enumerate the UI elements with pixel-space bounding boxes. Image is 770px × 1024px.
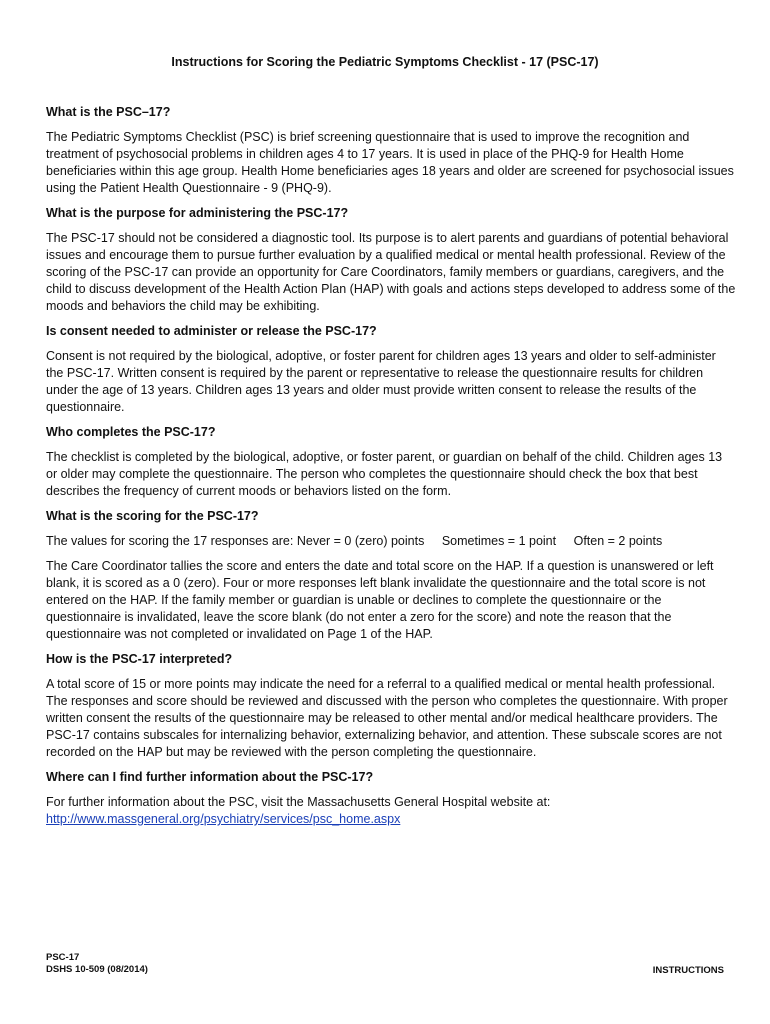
question-scoring: What is the scoring for the PSC-17? [46,509,259,523]
scoring-often: Often = 2 points [573,534,663,548]
answer-who-completes: The checklist is completed by the biological, adoptive, or foster parent, or guardian on behalf of the child. Children ages 13 or older may complete the questionnaire. The person who completes the questionnaire should check the box that best describes the frequency of current moods or behaviors listed on the form. [46,450,723,498]
further-info-block [46,794,736,828]
document-content [46,104,736,836]
document-title: Instructions for Scoring the Pediatric Symptoms Checklist - 17 (PSC-17) [171,55,599,69]
answer-consent: Consent is not required by the biological, adoptive, or foster parent for children ages 13 years and older to self-administer the PSC-17. Written consent is required by the parent or representative to release the questionnaire results for children under the age of 13 years. Children ages 13 years and older must provide written consent to release the results of the questionnaire. [46,349,716,414]
question-what-is: What is the PSC–17? [46,105,171,119]
footer-form-info [46,952,148,976]
footer-form-number: DSHS 10-509 (08/2014) [46,964,148,975]
question-consent: Is consent needed to administer or release the PSC-17? [46,324,377,338]
footer-form-name: PSC-17 [46,952,80,963]
answer-what-is: The Pediatric Symptoms Checklist (PSC) is brief screening questionnaire that is used to improve the recognition and treatment of psychosocial problems in children ages 4 to 17 years. It is used in place of the PHQ-9 for Health Home beneficiaries within this age group. Health Home beneficiaries ages 18 years and older are screened for psychosocial issues using the Patient Health Questionnaire - 9 (PHQ-9). [46,130,734,195]
answer-interpretation: A total score of 15 or more points may indicate the need for a referral to a qualified medical or mental health professional. The responses and score should be reviewed and discussed with the person who completes the questionnaire. With proper written consent the results of the questionnaire may be released to other mental and/or medical healthcare providers. The PSC-17 contains subscales for internalizing behavior, externalizing behavior, and attention. These subscale scores are not recorded on the HAP but may be reviewed with the person completing the questionnaire. [46,677,728,759]
scoring-never: Never = 0 (zero) points [296,534,425,548]
footer-label: INSTRUCTIONS [652,965,724,976]
scoring-paragraph: The Care Coordinator tallies the score and enters the date and total score on the HAP. If a question is unanswered or left blank, it is scored as a 0 (zero). Four or more responses left blank invalidate the questionnaire and the total score is not entered on the HAP. If the family member or guardian is unable or declines to complete the questionnaire or the questionnaire is invalidated, leave the score blank (do not enter a zero for the score) and note the reason that the questionnaire was not completed or invalidated on Page 1 of the HAP. [46,559,714,641]
further-info-text: For further information about the PSC, visit the Massachusetts General Hospital website at: [46,795,551,809]
question-purpose: What is the purpose for administering the PSC-17? [46,206,349,220]
question-further-info: Where can I find further information about the PSC-17? [46,770,374,784]
scoring-values-line [46,533,736,550]
scoring-sometimes: Sometimes = 1 point [441,534,557,548]
question-who-completes: Who completes the PSC-17? [46,425,216,439]
answer-purpose: The PSC-17 should not be considered a diagnostic tool. Its purpose is to alert parents and guardians of potential behavioral issues and encourage them to pursue further evaluation by a qualified medical or mental health professional. Review of the scoring of the PSC-17 can provide an opportunity for Care Coordinators, family members or guardians, caregivers, and the child to discuss development of the Health Action Plan (HAP) with goals and actions steps developed to address some of the moods and behaviors the child may be exhibiting. [46,231,736,313]
massgeneral-link[interactable]: http://www.massgeneral.org/psychiatry/services/psc_home.aspx [46,812,401,826]
question-interpretation: How is the PSC-17 interpreted? [46,652,233,666]
scoring-intro: The values for scoring the 17 responses are: [46,534,294,548]
